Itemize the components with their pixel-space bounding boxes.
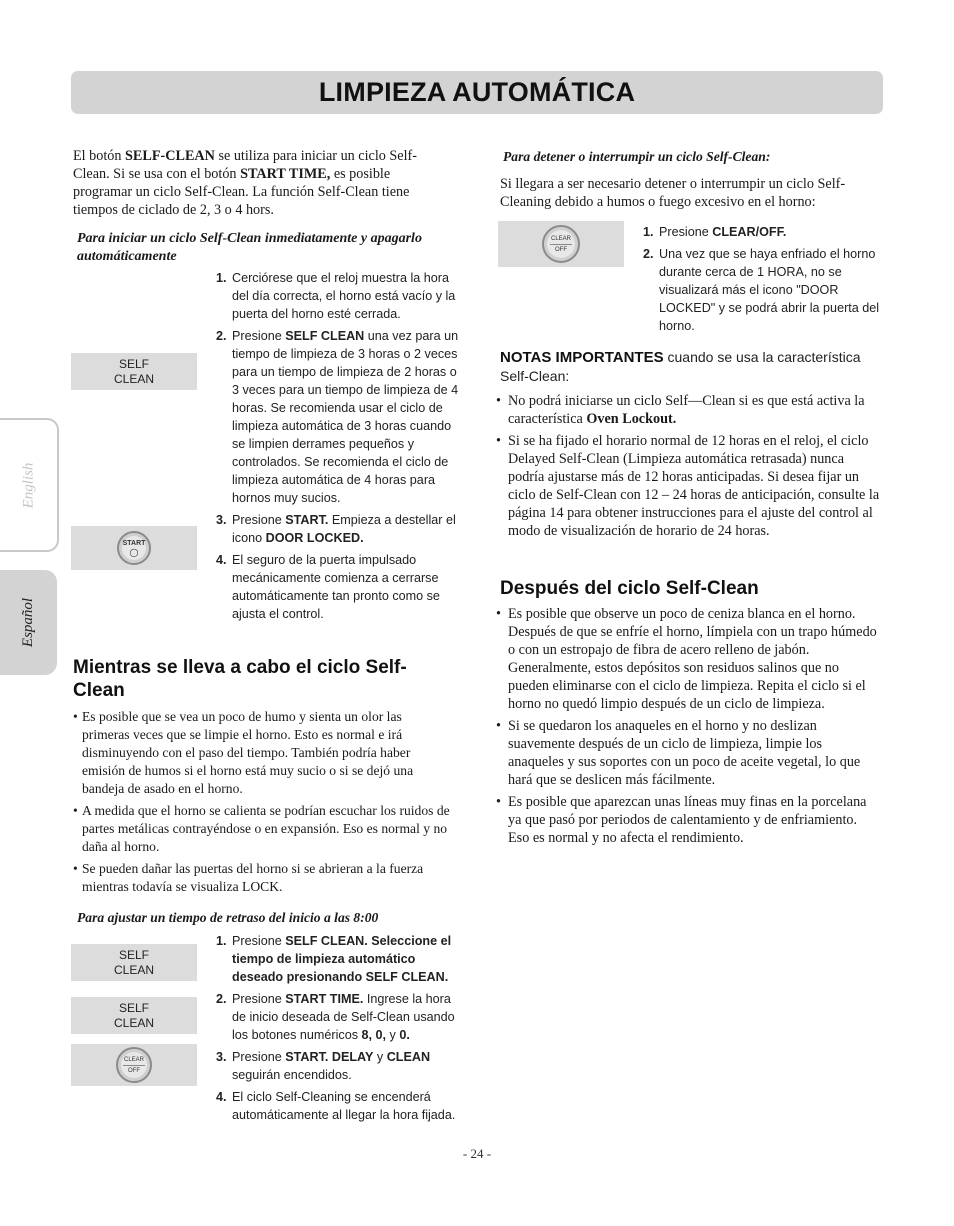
- notes-heading-bold: NOTAS IMPORTANTES: [500, 349, 664, 366]
- section2-bullets: [73, 708, 451, 900]
- step-text: Presione: [232, 934, 286, 948]
- intro-text-1: El botón: [73, 148, 126, 164]
- intro-text-2: se utiliza para iniciar un ciclo Self-Clean. Si se usa con el botón: [73, 148, 417, 182]
- step-bold: SELF CLEAN: [285, 329, 365, 343]
- intro-bold-1: SELF-CLEAN: [125, 148, 215, 164]
- tab-english-label: English: [20, 462, 36, 508]
- section3-heading: Para ajustar un tiempo de retraso del inicio a las 8:00: [77, 910, 379, 925]
- step-text: Presione: [232, 992, 286, 1006]
- list-item: • Si se ha fijado el horario normal de 12 horas en el reloj, el ciclo Delayed Self-Clean (Limpieza automática retrasada) nunca podría ajustarse más de 12 horas anticipadas. Si desea fijar un ciclo de Self-Clean con 12 – 24 horas de anticipación, consulte la página 14 para obtener instrucciones para el ajuste del control al modo de visualización de horario de 24 horas.: [496, 432, 881, 540]
- step-text: Presione: [232, 513, 286, 527]
- step-text: Ingrese la hora de inicio deseada de Self-Clean usando los botones numéricos: [232, 992, 455, 1042]
- step-number: 1.: [643, 225, 654, 239]
- step-bold: CLEAN: [386, 1050, 431, 1064]
- step-text: una vez para un tiempo de limpieza de 3 horas o 2 veces para un tiempo de limpieza de 2 horas o 3 veces para un tiempo de limpieza de 4 horas. Se recomienda usar el ciclo de limpieza automática de 3 horas cuando se limpien derrames pequeños y controlados. Se recomienda el ciclo de limpieza automática de 4 horas para hornos muy sucios.: [232, 329, 459, 505]
- start-label: START: [122, 539, 146, 547]
- step-bold: START. DELAY: [285, 1050, 374, 1064]
- step-bold: 0.: [399, 1028, 410, 1042]
- list-item: • A medida que el horno se calienta se podrían escuchar los ruidos de partes metálicas contrayéndose o en expansión. Eso es normal y no daña al horno.: [73, 802, 451, 856]
- step-text: Presione: [232, 1050, 286, 1064]
- intro-paragraph: [73, 147, 448, 219]
- step-bold: START TIME.: [285, 992, 364, 1006]
- section1-heading: Para iniciar un ciclo Self-Clean inmediatamente y apagarlo automáticamente: [77, 231, 422, 264]
- step-bold: 8, 0,: [361, 1028, 387, 1042]
- off-label: OFF: [555, 246, 567, 253]
- self-clean-button-3[interactable]: SELF CLEAN: [71, 997, 197, 1034]
- divider: [123, 1065, 145, 1066]
- off-label: OFF: [128, 1067, 140, 1074]
- step-3: [216, 1048, 468, 1084]
- step-2: [643, 245, 883, 335]
- note-text: No podrá iniciarse un ciclo Self—Clean si es que está activa la característica: [508, 393, 865, 427]
- step-number: 2.: [216, 329, 227, 343]
- section2-heading: Mientras se lleva a cabo el ciclo Self-Clean: [73, 657, 407, 701]
- step-number: 1.: [216, 271, 227, 285]
- step-text: El seguro de la puerta impulsado mecánicamente comienza a cerrarse automáticamente tan pronto como se ajusta el control.: [232, 553, 440, 621]
- notes-heading: [500, 348, 882, 385]
- step-3: [216, 511, 466, 547]
- step-1: [216, 932, 468, 986]
- stop-steps: [643, 223, 883, 339]
- stop-intro: Si llegara a ser necesario detener o interrumpir un ciclo Self-Cleaning debido a humos o fuego excesivo en el horno:: [500, 176, 846, 210]
- step-number: 1.: [216, 934, 227, 948]
- step-bold: DOOR LOCKED.: [265, 531, 364, 545]
- step-number: 4.: [216, 1090, 227, 1104]
- notes-bullets: [496, 392, 881, 544]
- intro-text-3: es posible programar un ciclo Self-Clean. La función Self-Clean tiene tiempos de ciclado de 2, 3 o 4 hors.: [73, 166, 410, 218]
- list-item: • Si se quedaron los anaqueles en el horno y no deslizan suavemente después de un ciclo de limpieza, limpie los anaqueles y sus soportes con un poco de aceite vegetal, lo que hará que se deslicen más fácilmente.: [496, 717, 881, 789]
- step-text: seguirán encendidos.: [232, 1068, 352, 1082]
- tab-espanol-label: Español: [19, 597, 36, 648]
- step-number: 2.: [643, 247, 654, 261]
- step-text: Una vez que se haya enfriado el horno durante cerca de 1 HORA, no se visualizará más el icono "DOOR LOCKED" y se podrá abrir la puerta del horno.: [659, 247, 880, 333]
- tab-espanol[interactable]: [0, 570, 57, 675]
- list-item: • Se pueden dañar las puertas del horno si se abrieran a la fuerza mientras todavía se visualiza LOCK.: [73, 860, 451, 896]
- clear-off-button[interactable]: [71, 1044, 197, 1086]
- step-text: Presione: [232, 329, 286, 343]
- step-text: y: [386, 1028, 400, 1042]
- step-text: Cerciórese que el reloj muestra la hora del día correcta, el horno está vacío y la puerta del horno esté cerrada.: [232, 271, 456, 321]
- list-item: • Es posible que aparezcan unas líneas muy finas en la porcelana ya que pasó por periodos de calentamiento y de enfriamiento. Eso es normal y no afecta el rendimiento.: [496, 793, 881, 847]
- list-item: [496, 392, 881, 428]
- step-4: [216, 1088, 468, 1124]
- step-4: [216, 551, 466, 623]
- lock-icon: ◯: [129, 547, 139, 557]
- step-text: El ciclo Self-Cleaning se encenderá automáticamente al llegar la hora fijada.: [232, 1090, 456, 1122]
- tab-english[interactable]: [0, 418, 59, 552]
- step-number: 3.: [216, 1050, 227, 1064]
- step-text: Empieza a destellar el icono: [232, 513, 456, 545]
- step-2: [216, 327, 466, 507]
- clear-off-knob: [542, 225, 580, 263]
- clear-label: CLEAR: [123, 1056, 144, 1063]
- note-bold: Oven Lockout.: [586, 411, 677, 427]
- clear-off-knob: [116, 1047, 152, 1083]
- start-button-knob: [117, 531, 151, 565]
- page-number: - 24 -: [462, 1146, 492, 1161]
- step-number: 4.: [216, 553, 227, 567]
- section1-steps: [216, 269, 466, 627]
- list-item: • Es posible que observe un poco de ceniza blanca en el horno. Después de que se enfríe el horno, límpiela con un trapo húmedo o con un estropajo de fibra de acero relleno de jabón. Generalmente, estos depósitos son residuos salinos que no pueden eliminarse con el ciclo de limpieza. Repita el ciclo si el horno no quedó limpio después de un ciclo de limpieza.: [496, 605, 881, 713]
- list-item: • Es posible que se vea un poco de humo y sienta un olor las primeras veces que se limpie el horno. Esto es normal e irá disminuyendo con el paso del tiempo. También podría haber emisión de humos si el horno está muy sucio o si se dejó una bandeja de asado en el horno.: [73, 708, 451, 798]
- page-title: LIMPIEZA AUTOMÁTICA: [318, 77, 636, 107]
- section3-steps: [216, 932, 468, 1128]
- start-button[interactable]: [71, 526, 197, 570]
- self-clean-button[interactable]: SELF CLEAN: [71, 353, 197, 390]
- after-bullets: [496, 605, 881, 851]
- step-1: [216, 269, 466, 323]
- after-heading: Después del ciclo Self-Clean: [500, 578, 759, 599]
- notes-heading-rest: cuando se usa la característica Self-Clean:: [500, 349, 861, 384]
- clear-label: CLEAR: [550, 235, 571, 242]
- step-number: 2.: [216, 992, 227, 1006]
- stop-heading: Para detener o interrumpir un ciclo Self-Clean:: [503, 149, 771, 164]
- step-text: Presione: [659, 225, 713, 239]
- step-bold: SELF CLEAN. Seleccione el tiempo de limpieza automático deseado presionando SELF CLEAN.: [232, 934, 452, 984]
- self-clean-button-2[interactable]: SELF CLEAN: [71, 944, 197, 981]
- divider: [550, 244, 572, 245]
- step-bold: START.: [285, 513, 329, 527]
- step-text: y: [373, 1050, 387, 1064]
- step-bold: CLEAR/OFF.: [712, 225, 787, 239]
- step-1: [643, 223, 883, 241]
- intro-bold-2: START TIME,: [240, 166, 331, 182]
- title-bar: [71, 71, 883, 114]
- step-2: [216, 990, 468, 1044]
- clear-off-button-stop[interactable]: [498, 221, 624, 267]
- step-number: 3.: [216, 513, 227, 527]
